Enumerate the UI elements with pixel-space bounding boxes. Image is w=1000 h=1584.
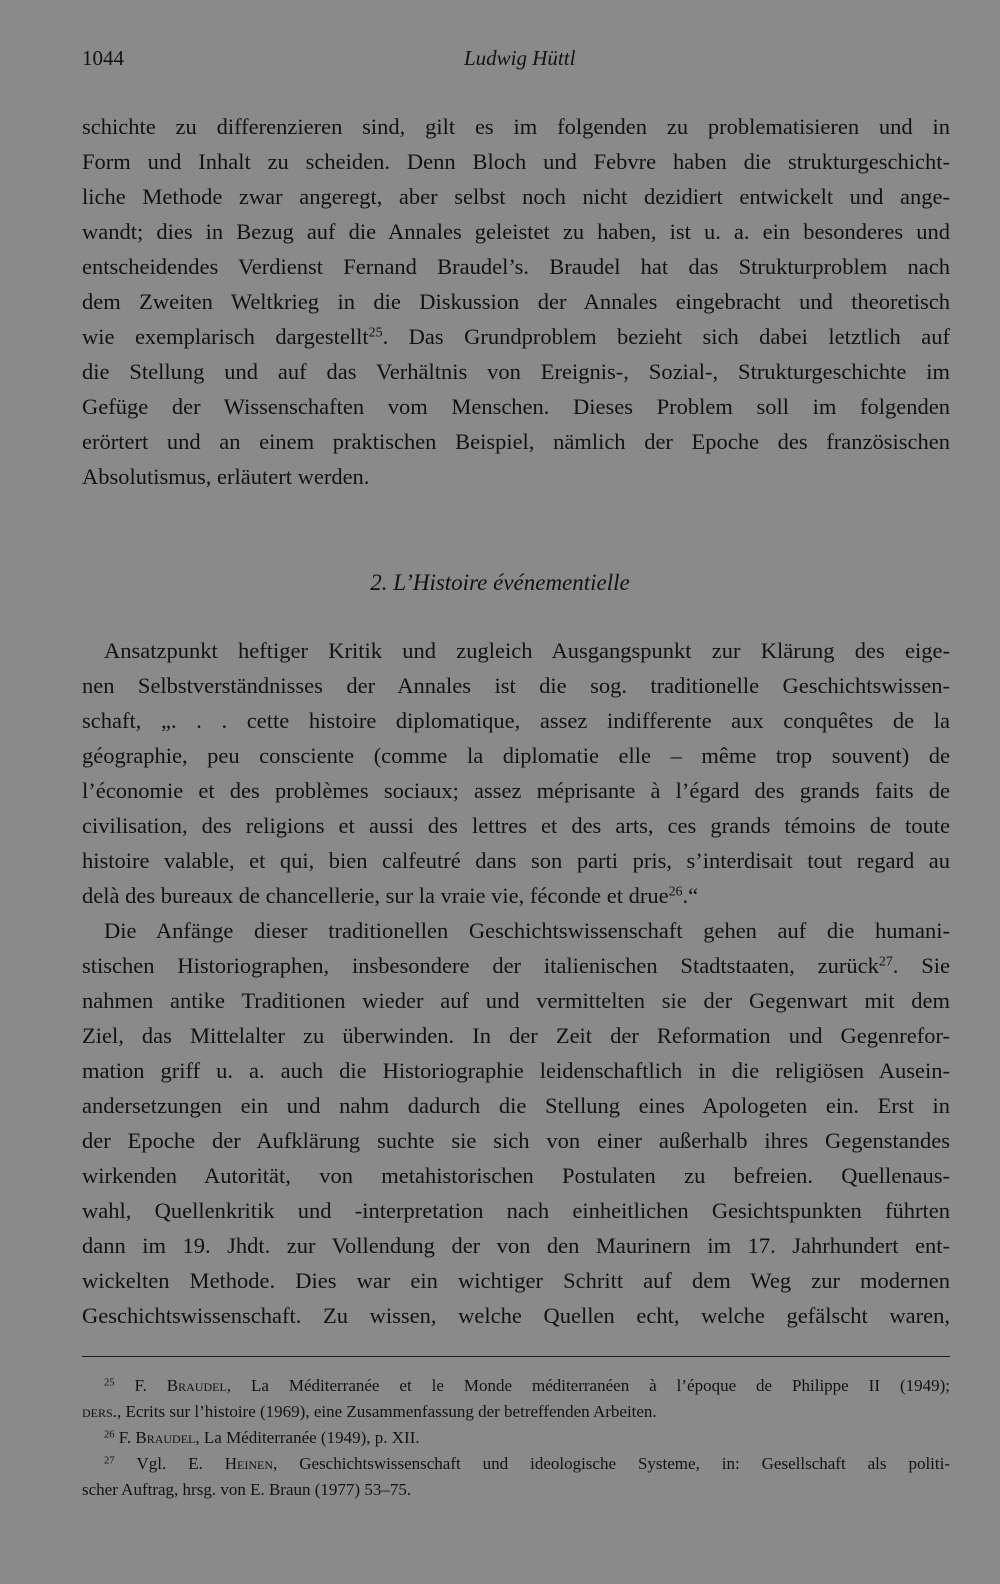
text-line: Absolutismus, erläutert werden. xyxy=(82,464,370,489)
text-line: dem Zweiten Weltkrieg in die Diskussion der Annales eingebracht und theoretisch xyxy=(82,289,950,314)
text-line: erörtert und an einem praktischen Beispiel, nämlich der Epoche des französischen xyxy=(82,429,950,454)
footnote-25-cont xyxy=(82,1400,950,1424)
text-line: Ansatzpunkt heftiger Kritik und zugleich Ausgangspunkt zur Klärung des eige- xyxy=(104,638,950,663)
footnote-text: , La Méditerranée et le Monde méditerranéen à l’époque de Philippe II (1949); xyxy=(226,1376,950,1395)
text-segment: stischen Historiographen, insbesondere der italienischen Stadtstaaten, zurück xyxy=(82,953,879,978)
text-line xyxy=(82,322,950,352)
footnote-author: E. Heinen xyxy=(188,1454,274,1473)
text-line: die Stellung und auf das Verhältnis von Ereignis-, Sozial-, Strukturgeschichte im xyxy=(82,359,950,384)
footnote-divider xyxy=(82,1356,950,1357)
footnote-ref-25[interactable]: 25 xyxy=(368,325,383,341)
footnote-ref-26[interactable]: 26 xyxy=(668,884,683,900)
text-line: histoire valable, et qui, bien calfeutré dans son parti pris, s’interdisait tout regard au xyxy=(82,848,950,873)
footnote-27 xyxy=(104,1452,950,1476)
text-line: schaft, „. . . cette histoire diplomatique, assez indifferente aux conquêtes de la xyxy=(82,708,950,733)
text-line: liche Methode zwar angeregt, aber selbst noch nicht dezidiert entwickelt und ange- xyxy=(82,184,950,209)
text-line xyxy=(82,951,950,981)
footnote-text: , La Méditerranée (1949), p. XII. xyxy=(195,1428,420,1447)
text-line: schichte zu differenzieren sind, gilt es im folgenden zu problematisieren und in xyxy=(82,114,950,139)
text-line: nen Selbstverständnisses der Annales ist die sog. traditionelle Geschichtswissen- xyxy=(82,673,950,698)
text-line: mation griff u. a. auch die Historiographie leidenschaftlich in die religiösen Ausein- xyxy=(82,1058,950,1083)
text-line: Gefüge der Wissenschaften vom Menschen. Dieses Problem soll im folgenden xyxy=(82,394,950,419)
footnote-text: , Ecrits sur l’histoire (1969), eine Zusammenfassung der betreffenden Arbeiten. xyxy=(116,1402,657,1421)
footnote-text: , Geschichtswissenschaft und ideologische Systeme, in: Gesellschaft als politi- xyxy=(273,1454,951,1473)
text-line: civilisation, des religions et aussi des lettres et des arts, ces grands témoins de toute xyxy=(82,813,950,838)
text-segment: . Sie xyxy=(892,953,950,978)
text-line: dann im 19. Jhdt. zur Vollendung der von den Maurinern im 17. Jahrhundert ent- xyxy=(82,1233,950,1258)
text-line: der Epoche der Aufklärung suchte sie sich von einer außerhalb ihres Gegenstandes xyxy=(82,1128,950,1153)
text-line: wahl, Quellenkritik und -interpretation nach einheitlichen Gesichtspunkten führten xyxy=(82,1198,950,1223)
footnote-prefix: Vgl. xyxy=(136,1454,189,1473)
text-line: géographie, peu consciente (comme la diplomatie elle – même trop souvent) de xyxy=(82,743,950,768)
text-line: l’économie et des problèmes sociaux; assez méprisante à l’égard des grands faits de xyxy=(82,778,950,803)
footnote-ref-27[interactable]: 27 xyxy=(878,954,893,970)
footnote-27-cont: scher Auftrag, hrsg. von E. Braun (1977) 53–75. xyxy=(82,1480,412,1499)
running-head: Ludwig Hüttl xyxy=(464,46,576,70)
footnote-number: 25 xyxy=(104,1377,115,1389)
page-number: 1044 xyxy=(82,46,124,70)
text-segment: delà des bureaux de chancellerie, sur la vraie vie, féconde et drue xyxy=(82,883,669,908)
text-segment: . Das Grundproblem bezieht sich dabei letztlich auf xyxy=(382,324,950,349)
text-line: Form und Inhalt zu scheiden. Denn Bloch und Febvre haben die strukturgeschicht- xyxy=(82,149,950,174)
page-header xyxy=(82,46,950,76)
text-segment: .“ xyxy=(682,883,699,908)
footnote-author: F. Braudel xyxy=(118,1428,196,1447)
footnote-number: 27 xyxy=(104,1455,115,1467)
text-line xyxy=(82,881,950,911)
footnote-25 xyxy=(104,1374,950,1398)
text-line: andersetzungen ein und nahm dadurch die Stellung eines Apologeten ein. Erst in xyxy=(82,1093,950,1118)
footnote-author: ders. xyxy=(82,1402,117,1421)
text-line: nahmen antike Traditionen wieder auf und vermittelten sie der Gegenwart mit dem xyxy=(82,988,950,1013)
text-line: wirkenden Autorität, von metahistorischen Postulaten zu befreien. Quellenaus- xyxy=(82,1163,950,1188)
text-line: entscheidendes Verdienst Fernand Braudel’s. Braudel hat das Strukturproblem nach xyxy=(82,254,950,279)
text-line: Geschichtswissenschaft. Zu wissen, welche Quellen echt, welche gefälscht waren, xyxy=(82,1303,950,1328)
footnote-author: F. Braudel xyxy=(134,1376,227,1395)
section-heading: 2. L’Histoire événementielle xyxy=(370,570,630,595)
text-line: Ziel, das Mittelalter zu überwinden. In der Zeit der Reformation und Gegenrefor- xyxy=(82,1023,950,1048)
footnote-number: 26 xyxy=(104,1429,115,1441)
text-line: wickelten Methode. Dies war ein wichtiger Schritt auf dem Weg zur modernen xyxy=(82,1268,950,1293)
text-segment: wie exemplarisch dargestellt xyxy=(82,324,369,349)
text-line: wandt; dies in Bezug auf die Annales geleistet zu haben, ist u. a. ein besonderes und xyxy=(82,219,950,244)
footnote-26 xyxy=(104,1426,950,1450)
text-line: Die Anfänge dieser traditionellen Geschichtswissenschaft gehen auf die humani- xyxy=(104,918,950,943)
